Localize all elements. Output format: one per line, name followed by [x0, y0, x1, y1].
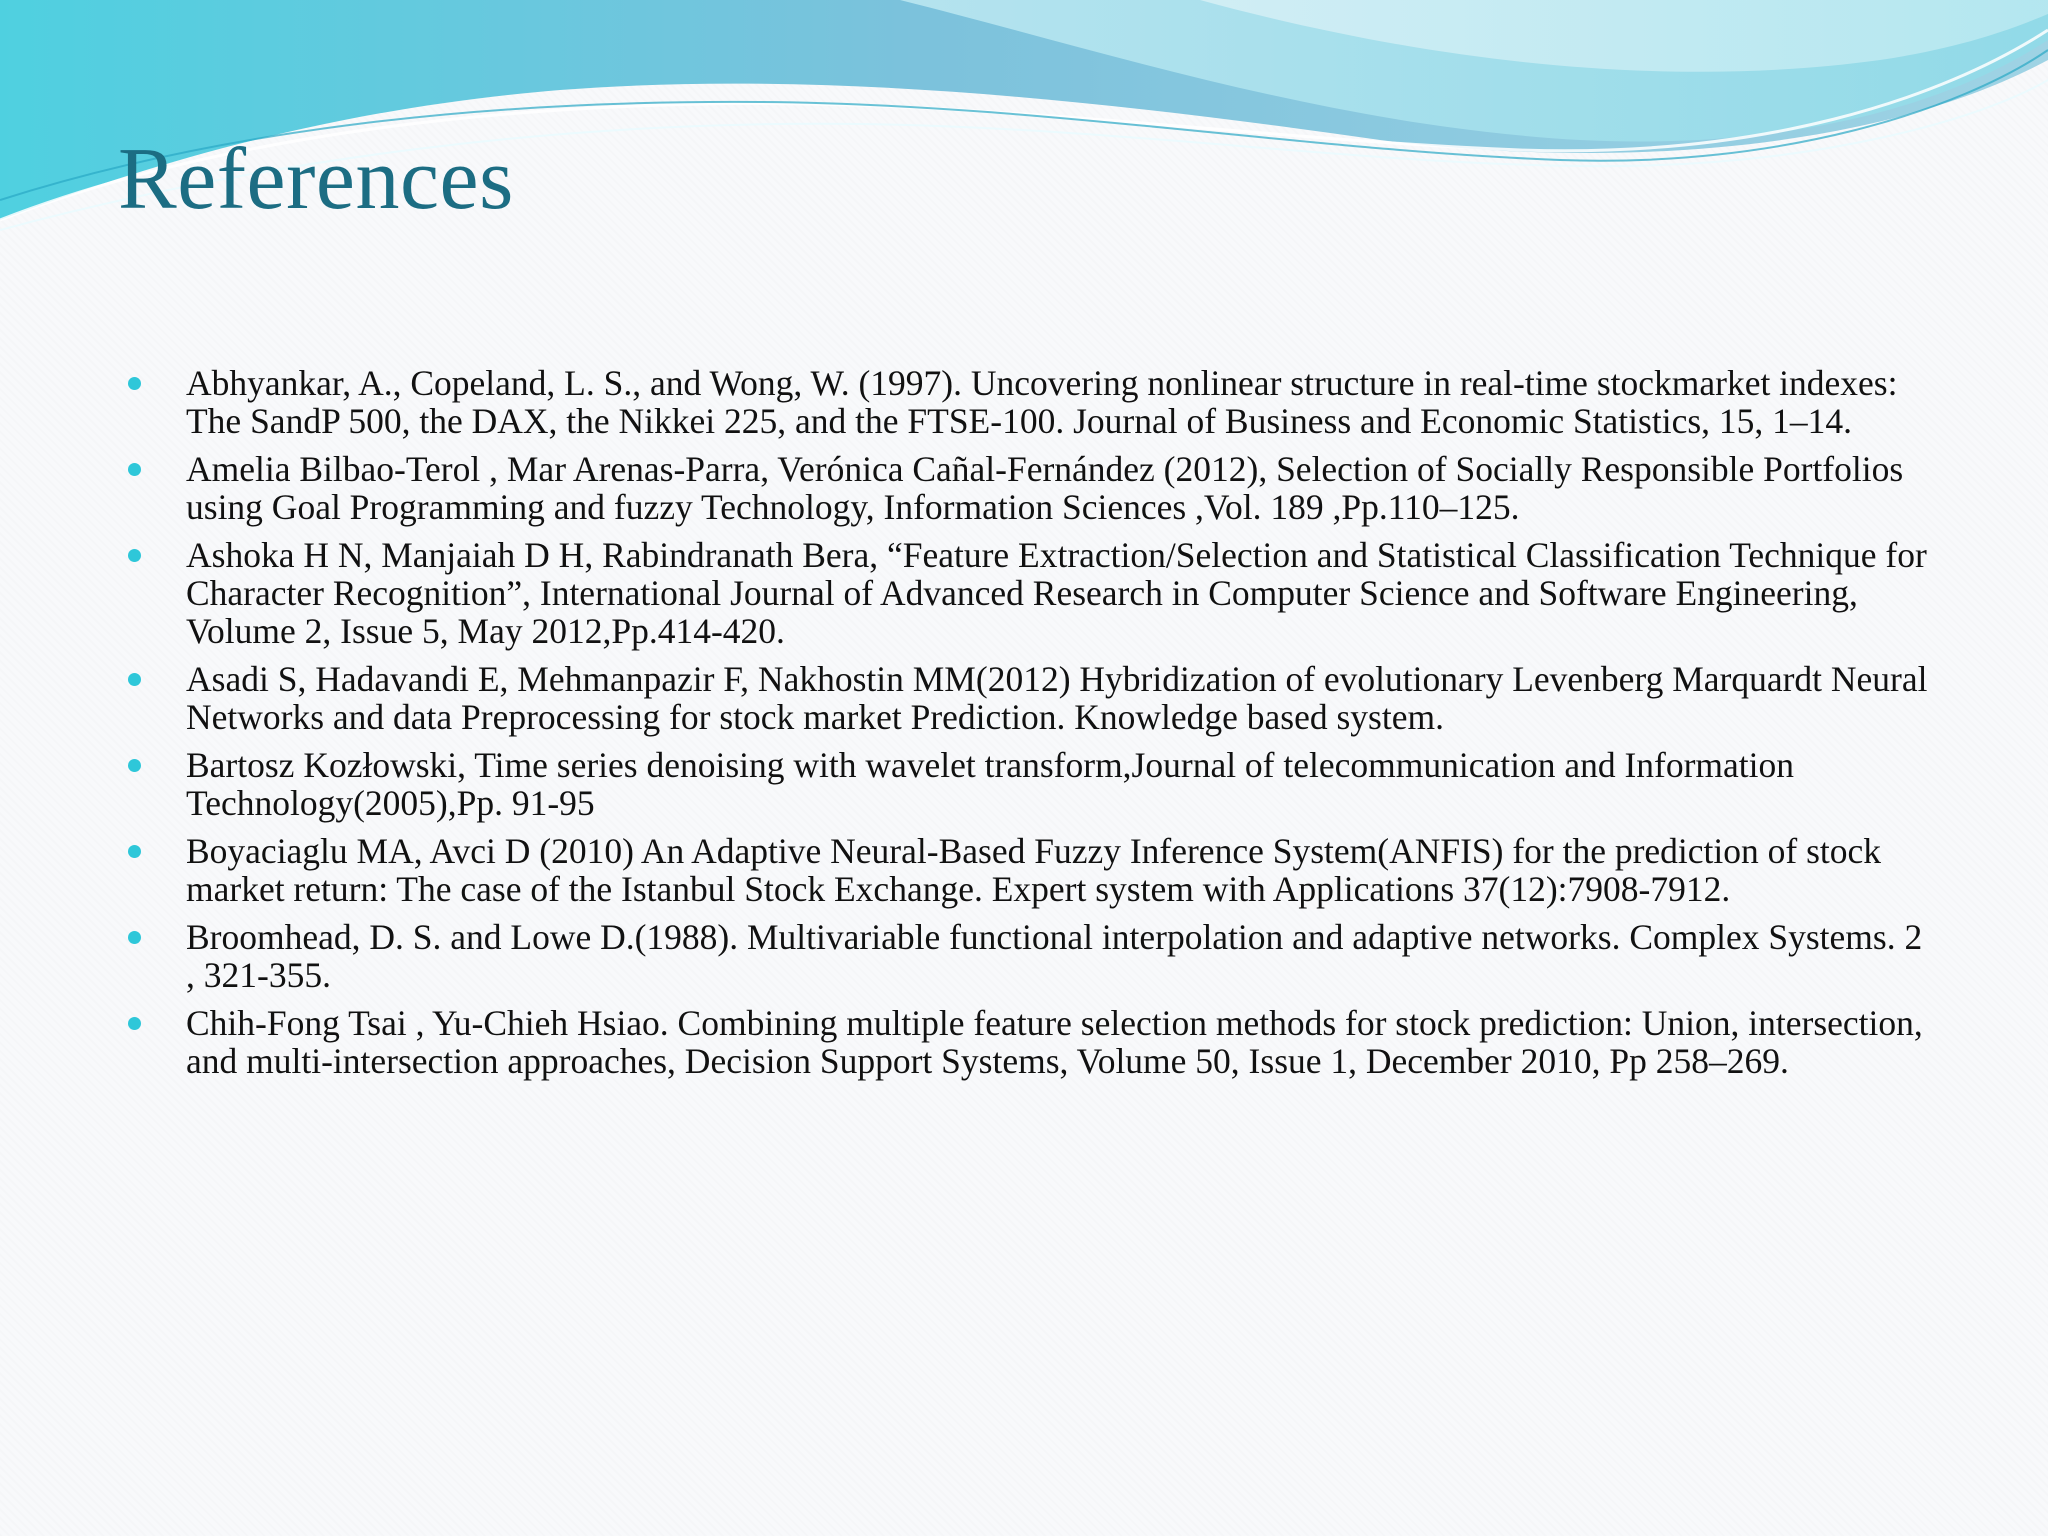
list-item: [128, 1004, 1928, 1080]
reference-text: Broomhead, D. S. and Lowe D.(1988). Multivariable functional interpolation and adaptive networks. Complex Systems. 2 , 321-355.: [186, 917, 1923, 995]
reference-text: Bartosz Kozłowski, Time series denoising with wavelet transform,Journal of telecommunication and Information Technology(2005),Pp. 91-95: [186, 745, 1795, 823]
reference-list: [128, 364, 1928, 1090]
list-item: [128, 918, 1928, 994]
bullet-icon: [128, 845, 141, 858]
reference-text: Ashoka H N, Manjaiah D H, Rabindranath Bera, “Feature Extraction/Selection and Statistical Classification Technique for Character Recognition”, International Journal of Advanced Research in Computer Science and Software Engineering, Volume 2, Issue 5, May 2012,Pp.414-420.: [186, 535, 1927, 651]
reference-text: Boyaciaglu MA, Avci D (2010) An Adaptive Neural-Based Fuzzy Inference System(ANFIS) for the prediction of stock market return: The case of the Istanbul Stock Exchange. Expert system with Applications 37(12):7908-7912.: [186, 831, 1882, 909]
reference-text: Abhyankar, A., Copeland, L. S., and Wong, W. (1997). Uncovering nonlinear structure in real-time stockmarket indexes: The SandP 500, the DAX, the Nikkei 225, and the FTSE-100. Journal of Business and Economic Statistics, 15, 1–14.: [186, 363, 1898, 441]
reference-text: Asadi S, Hadavandi E, Mehmanpazir F, Nakhostin MM(2012) Hybridization of evolutionary Levenberg Marquardt Neural Networks and data Preprocessing for stock market Prediction. Knowledge based system.: [186, 659, 1928, 737]
list-item: [128, 746, 1928, 822]
list-item: [128, 536, 1928, 650]
bullet-icon: [128, 549, 141, 562]
bullet-icon: [128, 1017, 141, 1030]
list-item: [128, 364, 1928, 440]
bullet-icon: [128, 931, 141, 944]
bullet-icon: [128, 759, 141, 772]
reference-text: Chih-Fong Tsai , Yu-Chieh Hsiao. Combining multiple feature selection methods for stock prediction: Union, intersection, and multi-intersection approaches, Decision Support Systems, Volume 50, Issue 1, December 2010, Pp 258–269.: [186, 1003, 1923, 1081]
list-item: [128, 660, 1928, 736]
bullet-icon: [128, 673, 141, 686]
bullet-icon: [128, 463, 141, 476]
reference-text: Amelia Bilbao-Terol , Mar Arenas-Parra, Verónica Cañal-Fernández (2012), Selection of Socially Responsible Portfolios using Goal Programming and fuzzy Technology, Information Sciences ,Vol. 189 ,Pp.110–125.: [186, 449, 1904, 527]
page-title: References: [118, 131, 514, 228]
bullet-icon: [128, 377, 141, 390]
list-item: [128, 450, 1928, 526]
list-item: [128, 832, 1928, 908]
